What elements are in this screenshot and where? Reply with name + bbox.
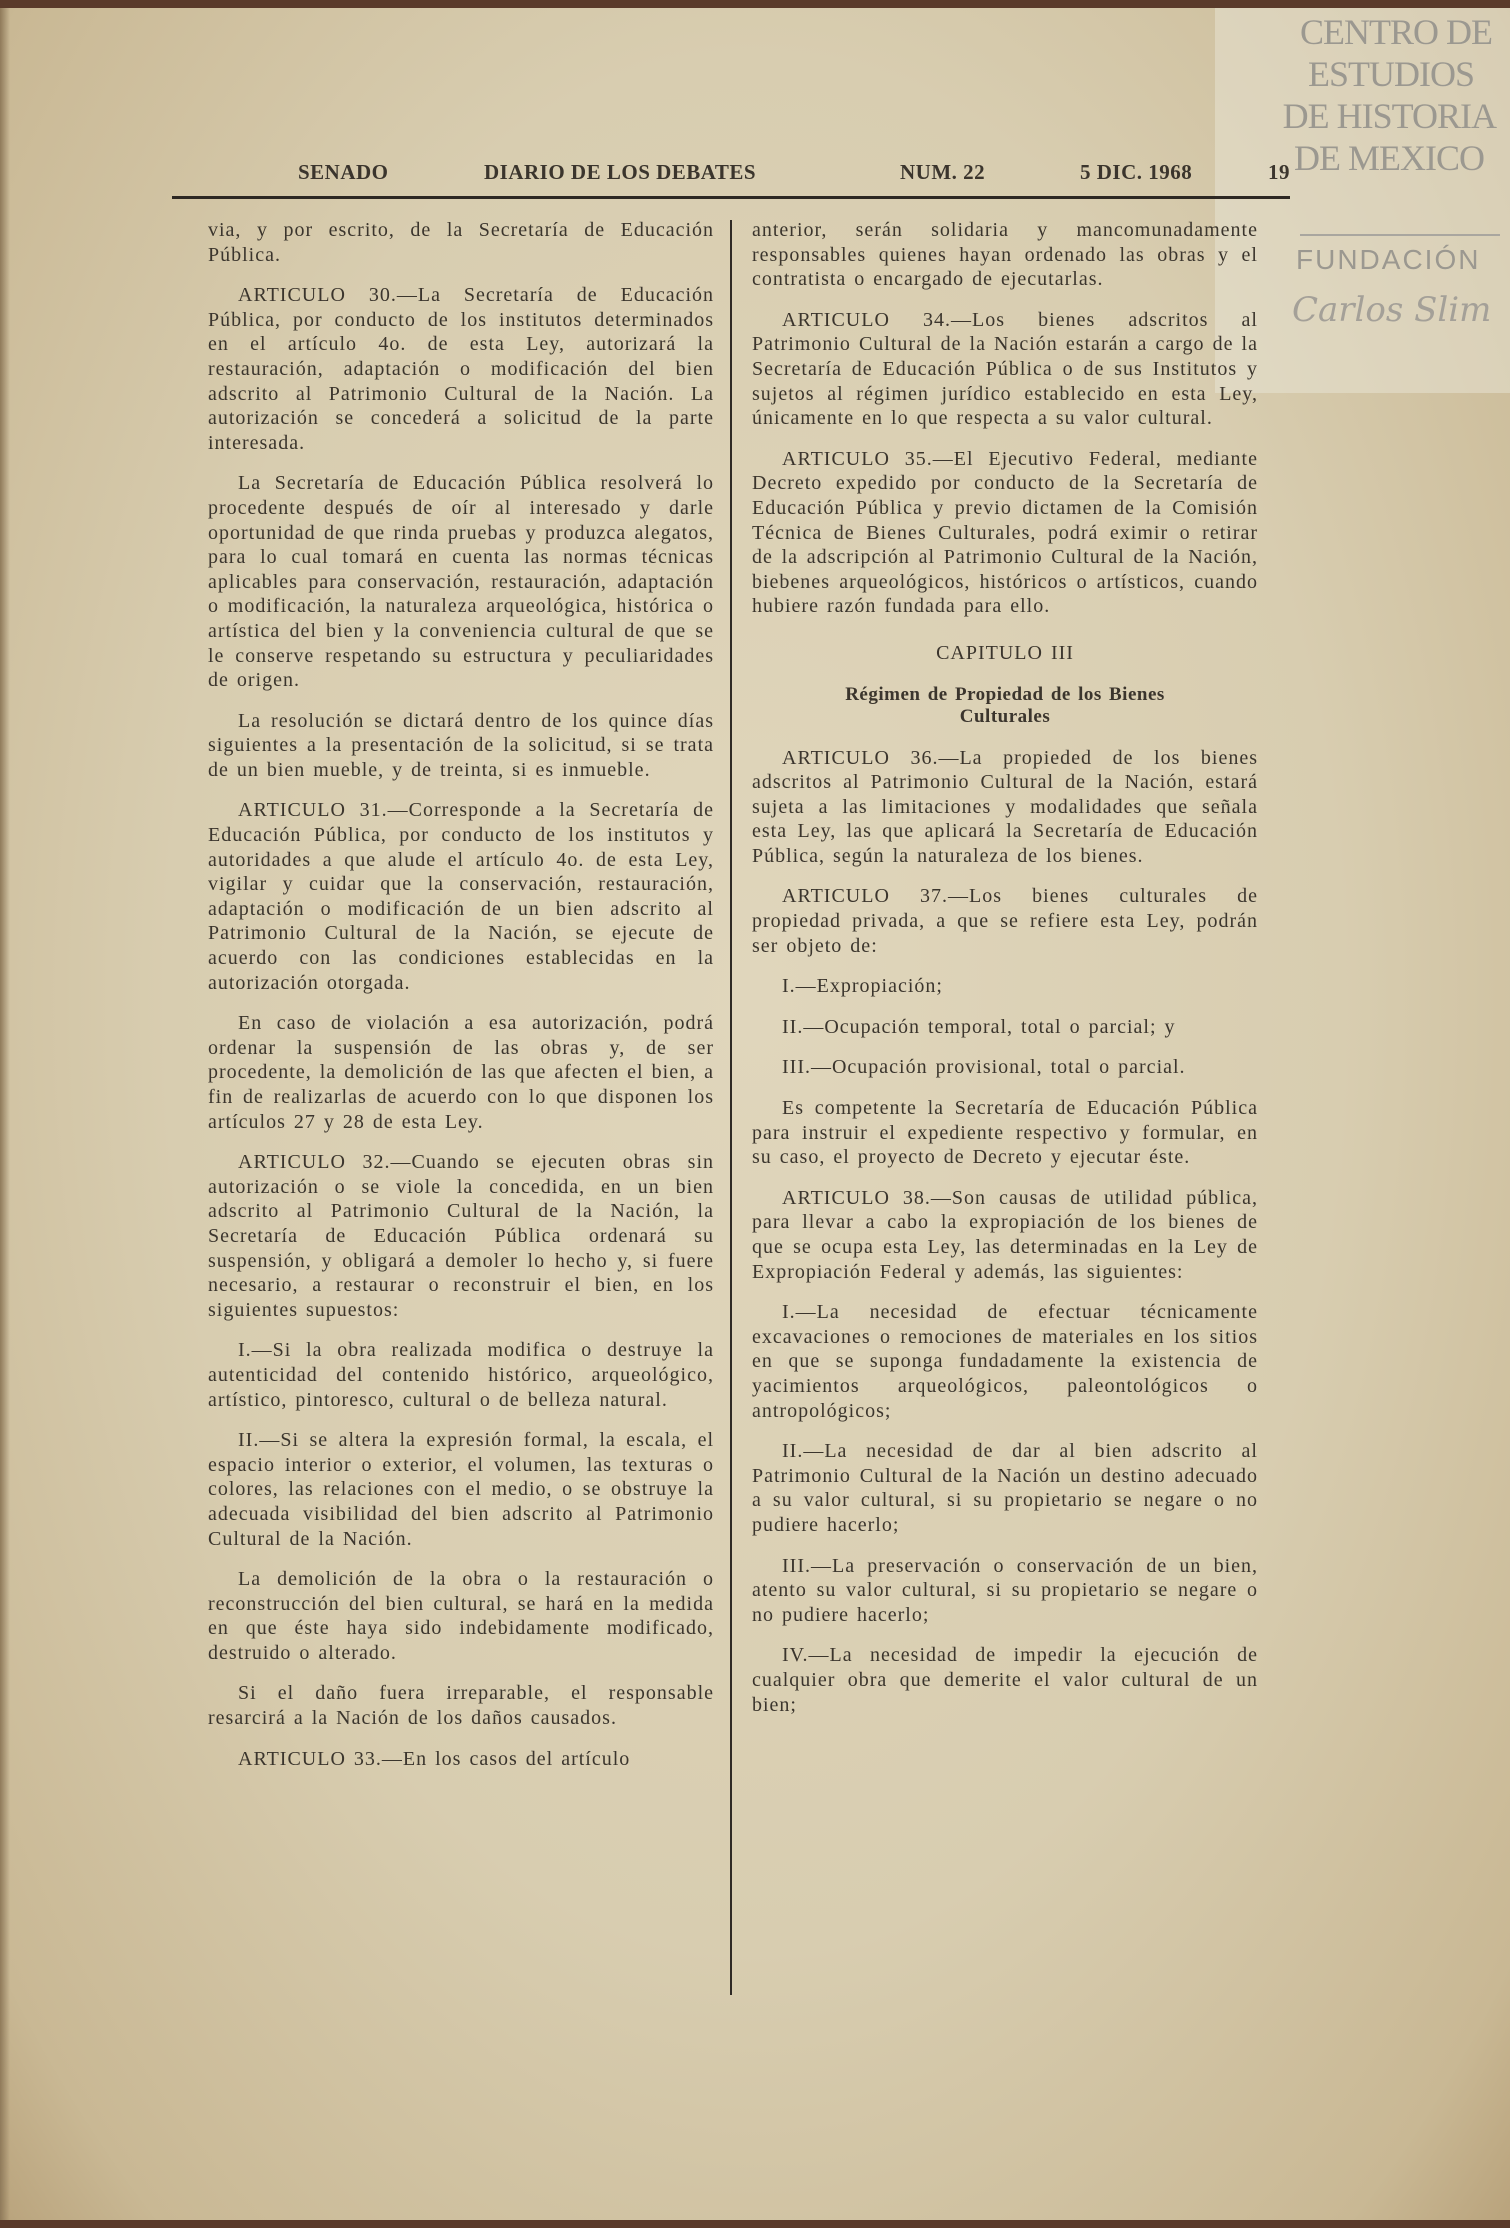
header-date: 5 DIC. 1968 [1080,160,1193,184]
watermark-signature: Carlos Slim [1292,290,1492,330]
watermark-rule [1300,234,1500,236]
document-page [0,8,1510,2220]
paragraph: ARTICULO 31.—Corresponde a la Secretaría de Educación Pública, por conducto de los institutos y autoridades a que alude el artículo 4o. de esta Ley, vigilar y cuidar que la conservación, restauración, adaptación o modificación de un bien adscrito al Patrimonio Cultural de la Nación, se ejecute de acuerdo con las condiciones establecidas en la autorización otorgada. [208,799,714,994]
column-divider [730,220,732,1995]
paragraph: ARTICULO 32.—Cuando se ejecuten obras sin autorización o se viole la concedida, en un bien adscrito al Patrimonio Cultural de la Nación, la Secretaría de Educación Pública ordenará su suspensión, y obligará a demoler lo hecho y, si fuere necesario, a restaurar o reconstruir el bien, en los siguientes supuestos: [208,1151,714,1321]
paragraph: ARTICULO 36.—La propieded de los bienes adscritos al Patrimonio Cultural de la Nación, estará sujeta a las limitaciones y modalidades que señala esta Ley, las que aplicará la Secretaría de Educación Pública, según la naturaleza de los bienes. [752,746,1258,867]
page-header [298,160,1298,190]
watermark-line: ESTUDIOS [1307,54,1474,94]
header-number: NUM. 22 [900,160,986,184]
paragraph: ARTICULO 38.—Son causas de utilidad pública, para llevar a cabo la expropiación de los bienes de que se ocupa esta Ley, las determinadas en la Ley de Expropiación Federal y además, las siguientes: [752,1186,1258,1283]
watermark-foundation: FUNDACIÓN [1296,244,1481,275]
chapter-title: Régimen de Propiedad de los Bienes Culturales [845,683,1165,727]
paragraph: La Secretaría de Educación Pública resolverá lo procedente después de oír al interesado y darle oportunidad de que rinda pruebas y produzca alegatos, para lo cual tomará en cuenta las normas técnicas aplicables para conservación, restauración, adaptación o modificación, la naturaleza arqueológica, histórica o artística del bien y la conveniencia cultural de que se le conserve respetando su estructura y peculiaridades de origen. [208,472,714,692]
list-item: IV.—La necesidad de impedir la ejecución de cualquier obra que demerite el valor cultural de un bien; [752,1644,1258,1716]
list-item: III.—Ocupación provisional, total o parcial. [782,1056,1186,1079]
list-item: I.—La necesidad de efectuar técnicamente excavaciones o remociones de materiales en los sitios en que se suponga fundadamente la existencia de yacimientos arqueológicos, paleontológicos o antropológicos; [752,1301,1258,1422]
watermark-line: DE HISTORIA [1282,96,1496,136]
header-publication: DIARIO DE LOS DEBATES [484,160,757,184]
paragraph: ARTICULO 34.—Los bienes adscritos al Patrimonio Cultural de la Nación estarán a cargo de la Secretaría de Educación Pública o de sus Institutos y sujetos al régimen jurídico establecido en esta Ley, únicamente en lo que respecta a su valor cultural. [752,308,1258,430]
paragraph: La resolución se dictará dentro de los quince días siguientes a la presentación de la solicitud, si se trata de un bien mueble, y de treinta, si es inmueble. [208,709,714,781]
chapter-heading: CAPITULO III [936,641,1074,664]
list-item: I.—Expropiación; [782,975,943,998]
paragraph: anterior, serán solidaria y mancomunadamente responsables quienes hayan ordenado las obras y el contratista o encargado de ejecutarlas. [752,219,1258,291]
list-item: III.—La preservación o conservación de un bien, atento su valor cultural, si su propietario se negare o no pudiere hacerlo; [752,1554,1258,1626]
paragraph: Si el daño fuera irreparable, el responsable resarcirá a la Nación de los daños causados. [208,1682,714,1730]
paragraph: ARTICULO 33.—En los casos del artículo [238,1747,631,1770]
paragraph: ARTICULO 30.—La Secretaría de Educación Pública, por conducto de los institutos determinados en el artículo 4o. de esta Ley, autorizará la restauración, adaptación o modificación del bien adscrito al Patrimonio Cultural de la Nación. La autorización se concederá a solicitud de la parte interesada. [208,284,714,454]
list-item: II.—La necesidad de dar al bien adscrito al Patrimonio Cultural de la Nación un destino adecuado a su valor cultural, si su propietario se negare o no pudiere hacerlo; [752,1440,1258,1536]
header-chamber: SENADO [298,160,389,184]
watermark-line: DE MEXICO [1294,138,1484,178]
page-edge-shadow [0,8,10,2220]
left-column [208,218,714,1787]
right-column [752,218,1258,1733]
paragraph: Es competente la Secretaría de Educación Pública para instruir el expediente respectivo y formular, en su caso, el proyecto de Decreto y ejecutar éste. [752,1097,1258,1169]
paragraph: ARTICULO 37.—Los bienes culturales de propiedad privada, a que se refiere esta Ley, podrán ser objeto de: [752,885,1258,957]
watermark-line: CENTRO DE [1300,12,1492,52]
paragraph: ARTICULO 35.—El Ejecutivo Federal, mediante Decreto expedido por conducto de la Secretaría de Educación Pública y previo dictamen de la Comisión Técnica de Bienes Culturales, podrá eximir o retirar de la adscripción al Patrimonio Cultural de la Nación, biebenes arqueológicos, históricos o artísticos, cuando hubiere razón fundada para ello. [752,447,1258,618]
paragraph: II.—Si se altera la expresión formal, la escala, el espacio interior o exterior, el volumen, las texturas o colores, las relaciones con el medio, o se obstruye la adecuada visibilidad del bien adscrito al Patrimonio Cultural de la Nación. [208,1429,714,1550]
header-page-number: 19 [1268,160,1290,184]
header-rule [172,196,1290,199]
paragraph: I.—Si la obra realizada modifica o destruye la autenticidad del contenido histórico, arqueológico, artístico, pintoresco, cultural o de belleza natural. [208,1339,714,1411]
paragraph: La demolición de la obra o la restauración o reconstrucción del bien cultural, se hará en la medida en que éste haya sido indebidamente modificado, destruido o alterado. [208,1568,714,1664]
paragraph: En caso de violación a esa autorización, podrá ordenar la suspensión de las obras y, de ser procedente, la demolición de las que afecten el bien, a fin de realizarlas de acuerdo con lo que disponen los artículos 27 y 28 de esta Ley. [208,1012,714,1133]
paragraph: via, y por escrito, de la Secretaría de Educación Pública. [208,219,714,266]
list-item: II.—Ocupación temporal, total o parcial; y [782,1015,1176,1038]
